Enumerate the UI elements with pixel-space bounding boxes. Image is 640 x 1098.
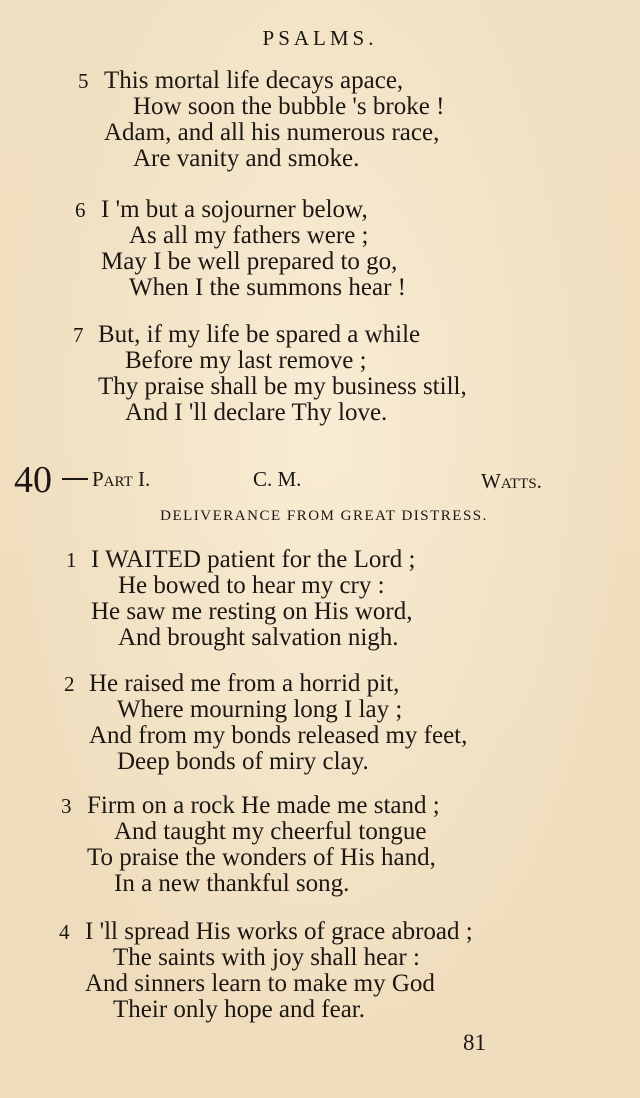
verse-line: Where mourning long I lay ;	[117, 696, 403, 723]
verse-line: When I the summons hear !	[129, 274, 407, 301]
verse-line: Before my last remove ;	[125, 347, 367, 374]
verse-line: Adam, and all his numerous race,	[104, 119, 440, 146]
verse-line: And from my bonds released my feet,	[89, 722, 468, 749]
verse-line: May I be well prepared to go,	[101, 248, 398, 275]
verse-line: He saw me resting on His word,	[91, 598, 413, 625]
hymn-subtitle: DELIVERANCE FROM GREAT DISTRESS.	[160, 508, 488, 524]
verse-line: He bowed to hear my cry :	[118, 572, 385, 599]
verse-line: How soon the bubble 's broke !	[133, 93, 445, 120]
running-head: PSALMS.	[262, 26, 378, 50]
verse-line: And taught my cheerful tongue	[114, 818, 427, 845]
hymn-author: Watts.	[481, 469, 542, 493]
stanza-number: 3	[61, 794, 72, 818]
verse-line: Are vanity and smoke.	[133, 145, 360, 172]
stanza-number: 7	[73, 323, 84, 347]
verse-line: But, if my life be spared a while	[98, 321, 421, 348]
stanza-number: 6	[75, 198, 86, 222]
verse-line: The saints with joy shall hear :	[113, 944, 420, 971]
verse-line: I WAITED patient for the Lord ;	[91, 546, 416, 573]
verse-line: In a new thankful song.	[114, 870, 350, 897]
hymn-meter: C. M.	[253, 467, 302, 491]
verse-line: Thy praise shall be my business still,	[98, 373, 467, 400]
stanza-number: 2	[64, 672, 75, 696]
verse-line: Deep bonds of miry clay.	[117, 748, 369, 775]
stanza-number: 1	[66, 548, 77, 572]
hymn-header	[0, 458, 640, 502]
verse-line: Their only hope and fear.	[113, 996, 365, 1023]
verse-line: I 'm but a sojourner below,	[101, 196, 368, 223]
verse-line: And sinners learn to make my God	[85, 970, 435, 997]
hymn-part: Part I.	[92, 467, 151, 491]
verse-line: And I 'll declare Thy love.	[125, 399, 388, 426]
verse-line: As all my fathers were ;	[129, 222, 369, 249]
stanza-number: 4	[59, 920, 70, 944]
verse-line: He raised me from a horrid pit,	[89, 670, 400, 697]
em-dash	[62, 478, 88, 480]
verse-line: Firm on a rock He made me stand ;	[87, 792, 440, 819]
verse-line: This mortal life decays apace,	[104, 67, 404, 94]
verse-line: To praise the wonders of His hand,	[87, 844, 436, 871]
verse-line: I 'll spread His works of grace abroad ;	[85, 918, 473, 945]
verse-line: And brought salvation nigh.	[118, 624, 399, 651]
hymn-number: 40	[14, 459, 52, 501]
page-number: 81	[463, 1030, 486, 1055]
stanza-number: 5	[78, 69, 89, 93]
